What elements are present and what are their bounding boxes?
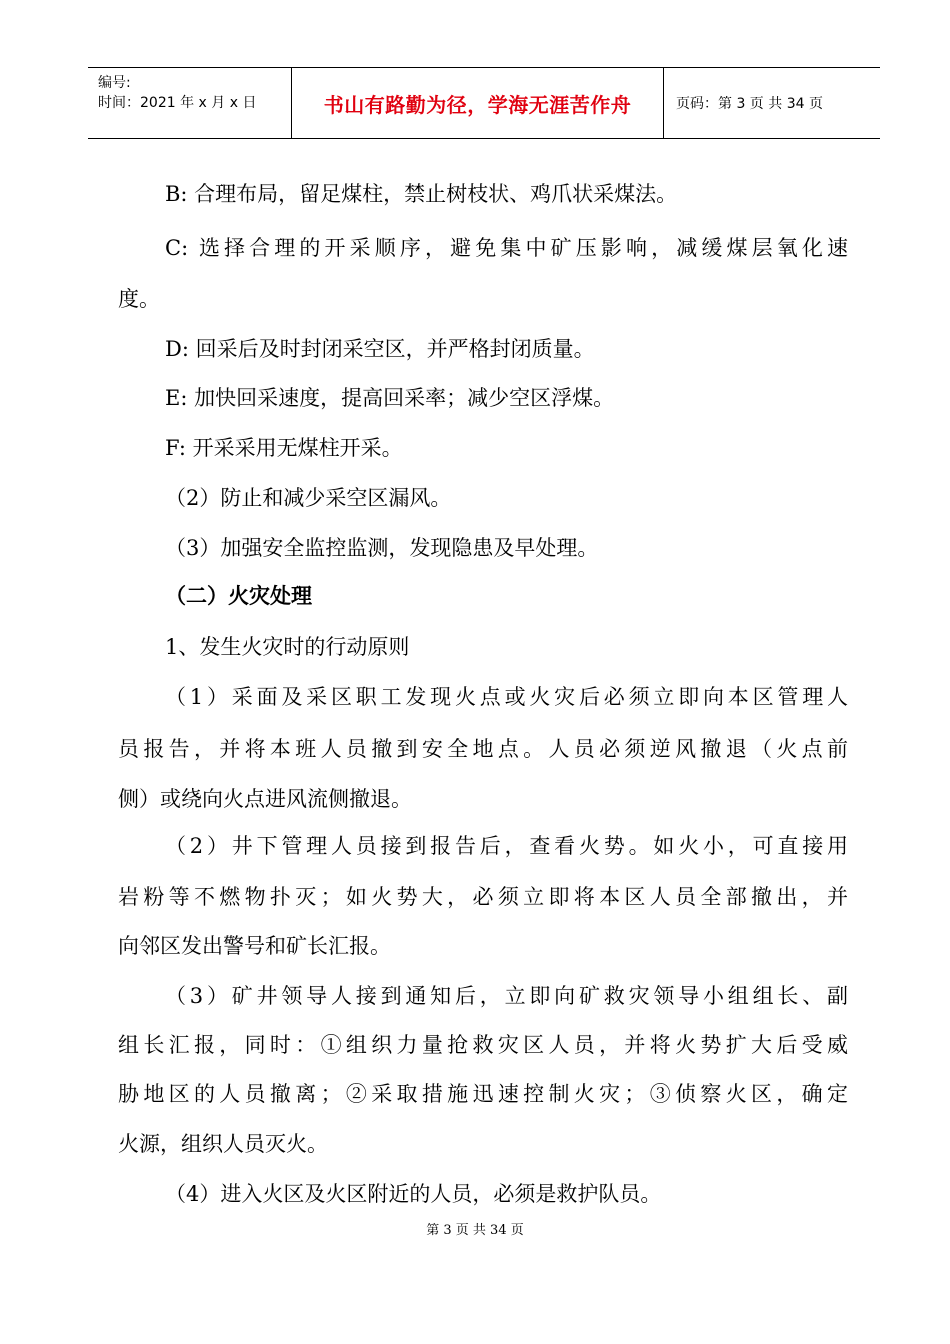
section-heading: （二）火灾处理 [165, 584, 312, 608]
header-info-cell [88, 68, 292, 138]
paragraph-line: （3）矿井领导人接到通知后，立即向矿救灾领导小组组长、副 [165, 984, 848, 1008]
paragraph-line: 员报告，并将本班人员撤到安全地点。人员必须逆风撤退（火点前 [118, 737, 848, 761]
paragraph-line: 向邻区发出警号和矿长汇报。 [118, 934, 391, 958]
paragraph-line: 胁地区的人员撤离；②采取措施迅速控制火灾；③侦察火区，确定 [118, 1082, 848, 1106]
number-label: 编号: [98, 75, 131, 91]
page-footer: 第 3 页 共 34 页 [426, 1223, 524, 1238]
header-table [88, 67, 880, 139]
paragraph-line: 岩粉等不燃物扑灭；如火势大，必须立即将本区人员全部撤出，并 [118, 885, 848, 909]
paragraph-line: 火源，组织人员灭火。 [118, 1132, 328, 1156]
motto-text: 书山有路勤为径，学海无涯苦作舟 [292, 68, 664, 138]
paragraph-line: （2）防止和减少采空区漏风。 [165, 486, 452, 510]
paragraph-line: C: 选择合理的开采顺序，避免集中矿压影响，减缓煤层氧化速 [165, 236, 848, 260]
paragraph-line: D: 回采后及时封闭采空区，并严格封闭质量。 [165, 337, 595, 361]
paragraph-line: （2）井下管理人员接到报告后，查看火势。如火小，可直接用 [165, 834, 848, 858]
paragraph-line: （1）采面及采区职工发现火点或火灾后必须立即向本区管理人 [165, 685, 848, 709]
paragraph-line: 度。 [118, 287, 160, 311]
paragraph-line: 侧）或绕向火点进风流侧撤退。 [118, 787, 412, 811]
page-label: 页码：第 3 页 共 34 页 [676, 96, 823, 112]
time-label: 时间：2021 年 x 月 x 日 [98, 95, 257, 111]
paragraph-line: B: 合理布局，留足煤柱，禁止树枝状、鸡爪状采煤法。 [165, 182, 678, 206]
paragraph-line: （4）进入火区及火区附近的人员，必须是救护队员。 [165, 1182, 662, 1206]
paragraph-line: E: 加快回采速度，提高回采率；减少空区浮煤。 [165, 386, 615, 410]
paragraph-line: F: 开采采用无煤柱开采。 [165, 436, 403, 460]
paragraph-line: 组长汇报，同时：①组织力量抢救灾区人员，并将火势扩大后受威 [118, 1033, 848, 1057]
paragraph-line: （3）加强安全监控监测，发现隐患及早处理。 [165, 536, 599, 560]
paragraph-line: 1、发生火灾时的行动原则 [165, 635, 410, 659]
